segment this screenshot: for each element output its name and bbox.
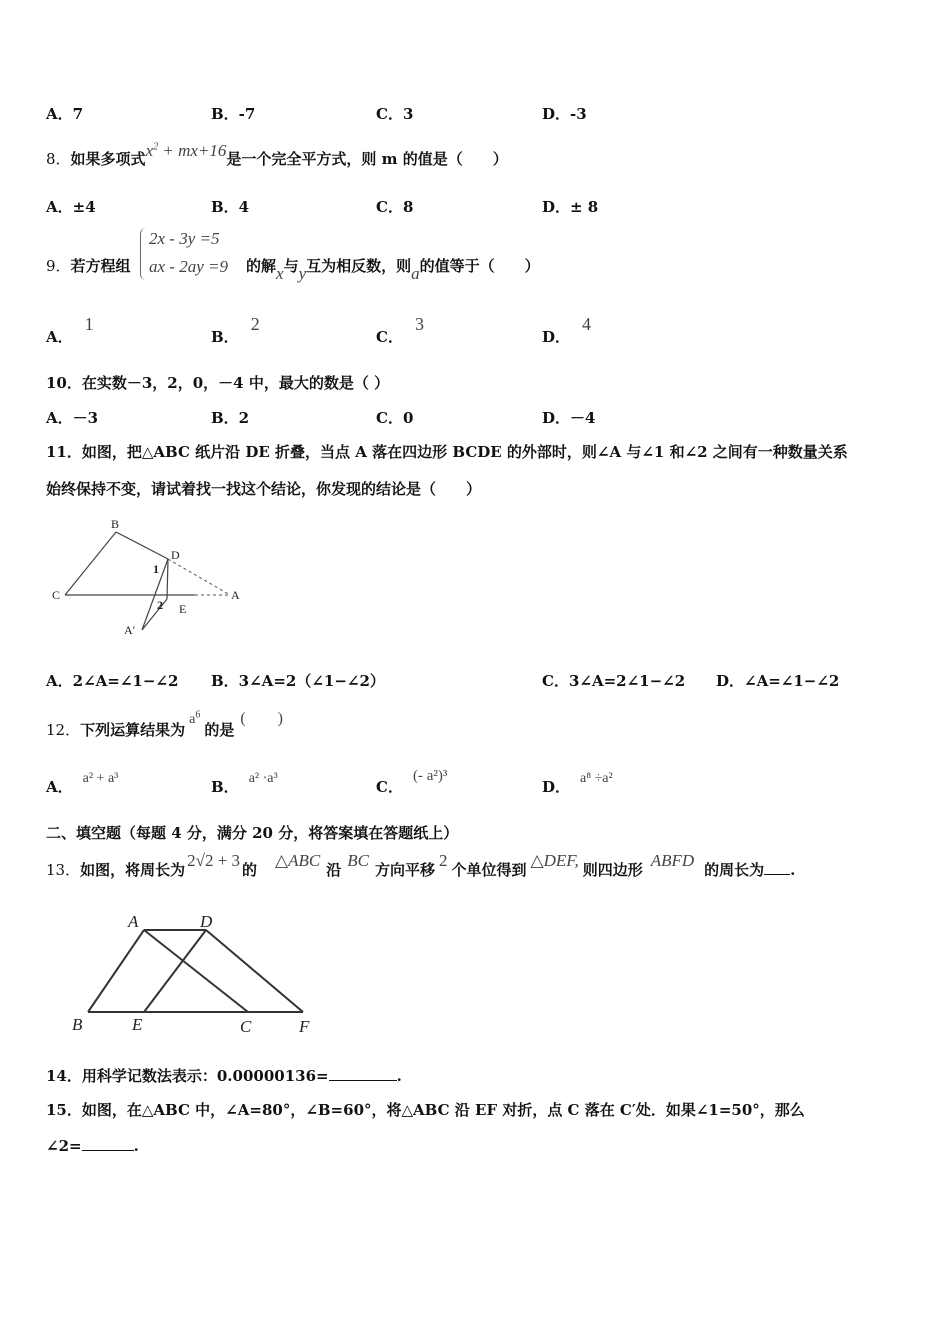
q7-option-c: C．3 (376, 105, 414, 123)
q13-stem: 13．如图，将周长为 2√2 + 3 的 △ABC 沿 BC 方向平移 2 个单位得到 △DEF, 则四边形 ABFD 的周长为 . (46, 851, 796, 879)
q8-option-a: A．±4 (46, 198, 96, 216)
q9-num-pre: 9．若方程组 (46, 257, 131, 275)
section-2-heading: 二、填空题（每题 4 分，满分 20 分，将答案填在答题纸上） (46, 824, 459, 842)
q13-label-a: A (128, 912, 139, 931)
q12-option-c: C．(- a²)³ (376, 768, 448, 796)
q9-option-b: B．2 (211, 314, 260, 346)
q10-stem: 10．在实数－3，2，0，－4 中，最大的数是（ ） (46, 374, 390, 392)
q11-option-c: C．3∠A=2∠1−∠2 (542, 672, 686, 690)
q11-label-a: A (231, 588, 240, 602)
q11-seg-da-dashed (168, 559, 230, 595)
q13-label-b: B (72, 1015, 83, 1034)
q9-option-c: C．3 (376, 314, 424, 346)
q10-option-d: D．－4 (542, 409, 596, 427)
q11-label-c: C (52, 588, 61, 602)
q11-option-b: B．3∠A=2（∠1−∠2） (211, 672, 385, 690)
q11-seg-de (167, 559, 168, 599)
q9-equation-2: ax - 2ay =9 (149, 257, 228, 276)
q12-option-b: B． a² ·a³ (211, 771, 278, 796)
q11-seg-ea-prime (142, 599, 167, 630)
q11-label-a-prime: A′ (124, 623, 136, 637)
q11-figure (40, 512, 260, 647)
q13-label-f: F (299, 1017, 310, 1036)
q10-option-c: C．0 (376, 409, 414, 427)
q15-stem-line-1: 15．如图，在△ABC 中，∠A=80°，∠B=60°，将△ABC 沿 EF 对折，点 C 落在 C′处．如果∠1=50°，那么 (46, 1101, 805, 1119)
q7-option-b: B．-7 (211, 105, 256, 123)
q9-stem: 的解x与y互为相反数，则a的值等于（ ） (246, 257, 540, 283)
q11-angle-2: 2 (157, 598, 163, 612)
q11-stem-line-1: 11．如图，把△ABC 纸片沿 DE 折叠，当点 A 落在四边形 BCDE 的外部时，则∠A 与∠1 和∠2 之间有一种数量关系 (46, 443, 848, 461)
q14-stem: 14．用科学记数法表示：0.00000136= . (46, 1067, 402, 1085)
q8-option-c: C．8 (376, 198, 414, 216)
q12-option-d: D． a⁸ ÷a² (542, 771, 613, 796)
q13-figure (66, 905, 326, 1040)
q11-seg-bd (116, 532, 168, 559)
q9-option-a: A．1 (46, 314, 94, 346)
q13-label-c: C (240, 1017, 252, 1036)
q8-stem: 8．如果多项式$x^2 + mx+16$是一个完全平方式，则 m 的值是（ ） (46, 141, 508, 168)
q9-brace (140, 228, 149, 280)
q9-option-d: D．4 (542, 314, 592, 346)
q11-label-e: E (179, 602, 187, 616)
q11-label-d: D (171, 548, 180, 562)
q10-option-b: B．2 (211, 409, 250, 427)
q7-option-d: D．-3 (542, 105, 587, 123)
q13-label-d: D (200, 912, 213, 931)
q11-label-b: B (111, 517, 120, 531)
q12-option-a: A． a² + a³ (46, 771, 119, 796)
q11-seg-cb (65, 532, 116, 595)
q11-stem-line-2: 始终保持不变，请试着找一找这个结论，你发现的结论是（ ） (46, 480, 482, 498)
q13-seg-ab (88, 930, 144, 1012)
q11-option-d: D．∠A=∠1−∠2 (716, 672, 840, 690)
q8-option-d: D．± 8 (542, 198, 599, 216)
q12-stem: 12．下列运算结果为$a^6$的是( ) (46, 709, 284, 739)
q8-option-b: B．4 (211, 198, 250, 216)
q11-option-a: A．2∠A=∠1−∠2 (46, 672, 179, 690)
q11-angle-1: 1 (153, 562, 159, 576)
q9-equation-1: 2x - 3y =5 (149, 229, 220, 248)
q10-option-a: A．－3 (46, 409, 99, 427)
q15-stem-line-2: ∠2= . (46, 1137, 139, 1155)
q13-seg-df (206, 930, 303, 1012)
q7-option-a: A．7 (46, 105, 84, 123)
q13-label-e: E (132, 1015, 143, 1034)
